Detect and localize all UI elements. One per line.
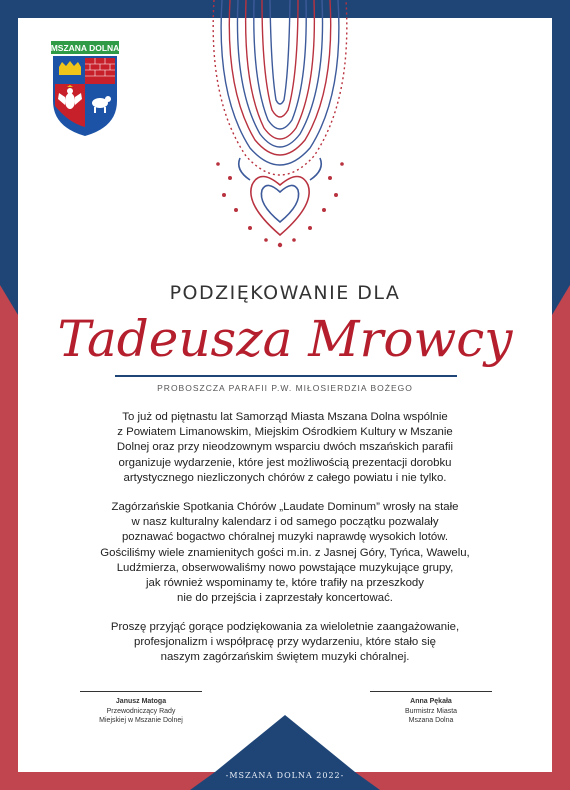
signature-line <box>370 691 492 692</box>
signature-line <box>80 691 202 692</box>
footer-text: -MSZANA DOLNA 2022- <box>225 771 345 780</box>
name-underline <box>115 375 457 377</box>
signature-block-chairman <box>80 691 202 726</box>
signatory-name: Janusz Matoga <box>115 698 167 705</box>
signature-block-mayor <box>370 691 492 726</box>
paragraph-2: Zagórzańskie Spotkania Chórów „Laudate Dominum” wrosły na stałe w nasz kulturalny kalendarz i od samego początku pozwalały poznawać bogactwo chóralnej muzyki naprawdę wysokich lotów. Gościliśmy wiele znamienitych gości m.in. z Jasnej Góry, Tyńca, Wawelu, Ludźmierza, obserwowaliśmy nowo powstające muzykujące grupy, jak również wspominamy te, które trafiły na przeszkody nie do przejścia i zaprzestały koncertować. <box>100 501 470 605</box>
town-crest-logo <box>51 41 119 137</box>
certificate-heading: PODZIĘKOWANIE DLA <box>169 282 401 304</box>
signatory-role: Burmistrz Miasta <box>404 707 458 715</box>
paragraph-3: Proszę przyjąć gorące podziękowania za wieloletnie zaangażowanie, profesjonalizm i współpracę przy wydarzeniu, które stało się naszym zagórzańskim świętem muzyki chóralnej. <box>110 621 460 664</box>
paragraph-1: To już od piętnastu lat Samorząd Miasta Mszana Dolna wspólnie z Powiatem Limanowskim, Miejskim Ośrodkiem Kultury w Mszanie Dolnej oraz przy nieodzownym wsparciu dwóch mszańskich parafii organizuje wydarzenie, które jest możliwością prezentacji dorobku artystycznego niezliczonych chórów z całego powiatu i nie tylko. <box>116 411 454 484</box>
signatory-role-2: Mszana Dolna <box>408 717 454 724</box>
signatory-role: Przewodniczący Rady <box>106 707 176 715</box>
signatory-role-2: Miejskiej w Mszanie Dolnej <box>99 717 183 724</box>
crest-banner-text: MSZANA DOLNA <box>51 43 119 53</box>
signatory-name: Anna Pękała <box>410 698 452 705</box>
folk-embroidery-ornament <box>200 0 360 250</box>
recipient-name: Tadeusza Mrowcy <box>57 310 513 368</box>
recipient-title: PROBOSZCZA PARAFII P.W. MIŁOSIERDZIA BOŻEGO <box>157 383 413 393</box>
